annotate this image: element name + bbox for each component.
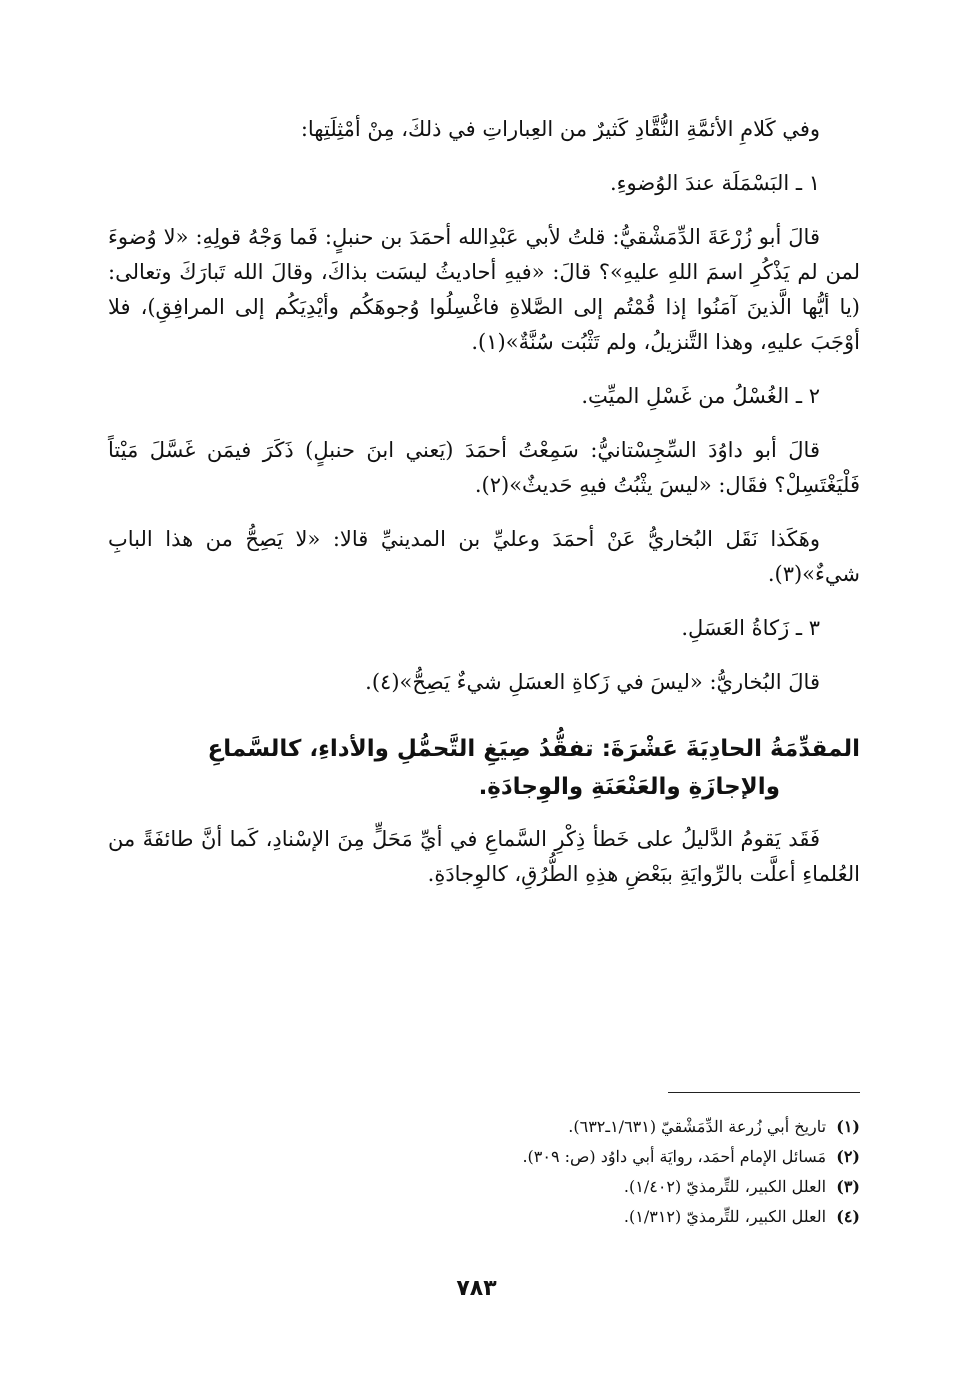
footnote-text: مَسائل الإمام أحمَد، روايَة أبي داوُد (ص: ٣٠٩). — [522, 1147, 827, 1166]
footnote-number: (١) — [836, 1117, 860, 1136]
list-item-1: ١ ـ البَسْمَلَة عندَ الوُضوءِ. — [610, 171, 820, 195]
footnote-text: العلل الكبير، للتِّرمذيّ (١/٤٠٢). — [623, 1177, 827, 1196]
footnotes — [108, 1112, 860, 1232]
intro-paragraph: وفي كَلامِ الأئمَّةِ النُّقَّادِ كَثيرٌ من العِباراتِ في ذلكَ، مِنْ أمْثِلَتِها: — [300, 117, 820, 141]
section-paragraph: فَقَد يَقومُ الدَّليلُ على خَطأ ذِكْرِ السَّماعِ في أيِّ مَحَلٍّ مِنَ الإسْنادِ، كَما أنَّ طائفَةً من العُلماءِ أعلَّت بالرِّوايَةِ ببَعْضِ هذِهِ الطُّرُقِ، كالوِجادَةِ. — [108, 827, 860, 886]
footnote-number: (٤) — [836, 1207, 860, 1226]
footnote-2 — [108, 1142, 860, 1172]
section-heading — [108, 730, 860, 806]
page-body — [108, 112, 860, 911]
footnote-number: (٢) — [836, 1147, 860, 1166]
list-item-3: ٣ ـ زَكاةُ العَسَلِ. — [681, 616, 820, 640]
quote-paragraph-abu-dawud: قالَ أبو داوُدَ السِّجِسْتانيُّ: سَمِعْتُ أحمَدَ (يَعني ابنَ حنبلٍ) ذَكَرَ فيمَن غَسَّلَ مَيْتاً فَلْيَغْتَسِلْ؟ فقَال: «ليسَ يثْبُتُ فيهِ حَديثٌ»(٢). — [108, 438, 860, 497]
footnote-text: تاريخ أبي زُرعة الدِّمَشْقيّ (١/٦٣١ـ٦٣٢). — [568, 1117, 827, 1136]
footnote-text: العلل الكبير، للتِّرمذيّ (١/٣١٢). — [623, 1207, 827, 1226]
list-item-2: ٢ ـ الغُسْلُ من غَسْلِ الميِّتِ. — [581, 384, 820, 408]
quote-paragraph-abu-zura: قالَ أبو زُرْعَةَ الدِّمَشْقيُّ: قلتُ لأبي عَبْدِالله أحمَدَ بن حنبلٍ: فَما وَجْهُ قولِهِ: «لا وُضوءَ لمن لم يَذْكُرِ اسمَ اللهِ عليهِ»؟ قالَ: «فيهِ أحاديثُ ليسَت بذاكَ، وقالَ الله تَبارَكَ وتعالى: (يا أيُّها الَّذينَ آمَنُوا إذا قُمْتُم إلى الصَّلاةِ فاغْسِلُوا وُجوهَكُم وأيْدِيَكُم إلى المرافِقِ)، فلا أوْجَبَ عليهِ، وهذا التَّنزيلُ، ولم تَثْبُت سُنَّةٌ»(١). — [108, 225, 860, 354]
footnote-4 — [108, 1202, 860, 1232]
section-heading-line-1: المقدِّمَةُ الحادِيَةَ عَشْرَةَ: تفقُّدُ صِيَغِ التَّحمُّلِ والأداءِ، كالسَّماعِ — [207, 736, 860, 762]
quote-paragraph-bukhari-2: قالَ البُخاريُّ: «ليسَ في زَكاةِ العسَلِ شيءٌ يَصِحُّ»(٤). — [365, 670, 820, 694]
footnote-divider — [668, 1092, 860, 1093]
page-number: ٧٨٣ — [456, 1276, 497, 1301]
footnote-1 — [108, 1112, 860, 1142]
footnote-3 — [108, 1172, 860, 1202]
quote-paragraph-bukhari-1: وهَكَذا نَقَل البُخاريُّ عَنْ أحمَدَ وعليِّ بن المدينيِّ قالا: «لا يَصِحُّ من هذا البابِ شيءٌ»(٣). — [108, 527, 860, 586]
footnote-number: (٣) — [836, 1177, 860, 1196]
section-heading-line-2: والإجازَةِ والعَنْعَنَةِ والوِجادَةِ. — [478, 774, 780, 800]
